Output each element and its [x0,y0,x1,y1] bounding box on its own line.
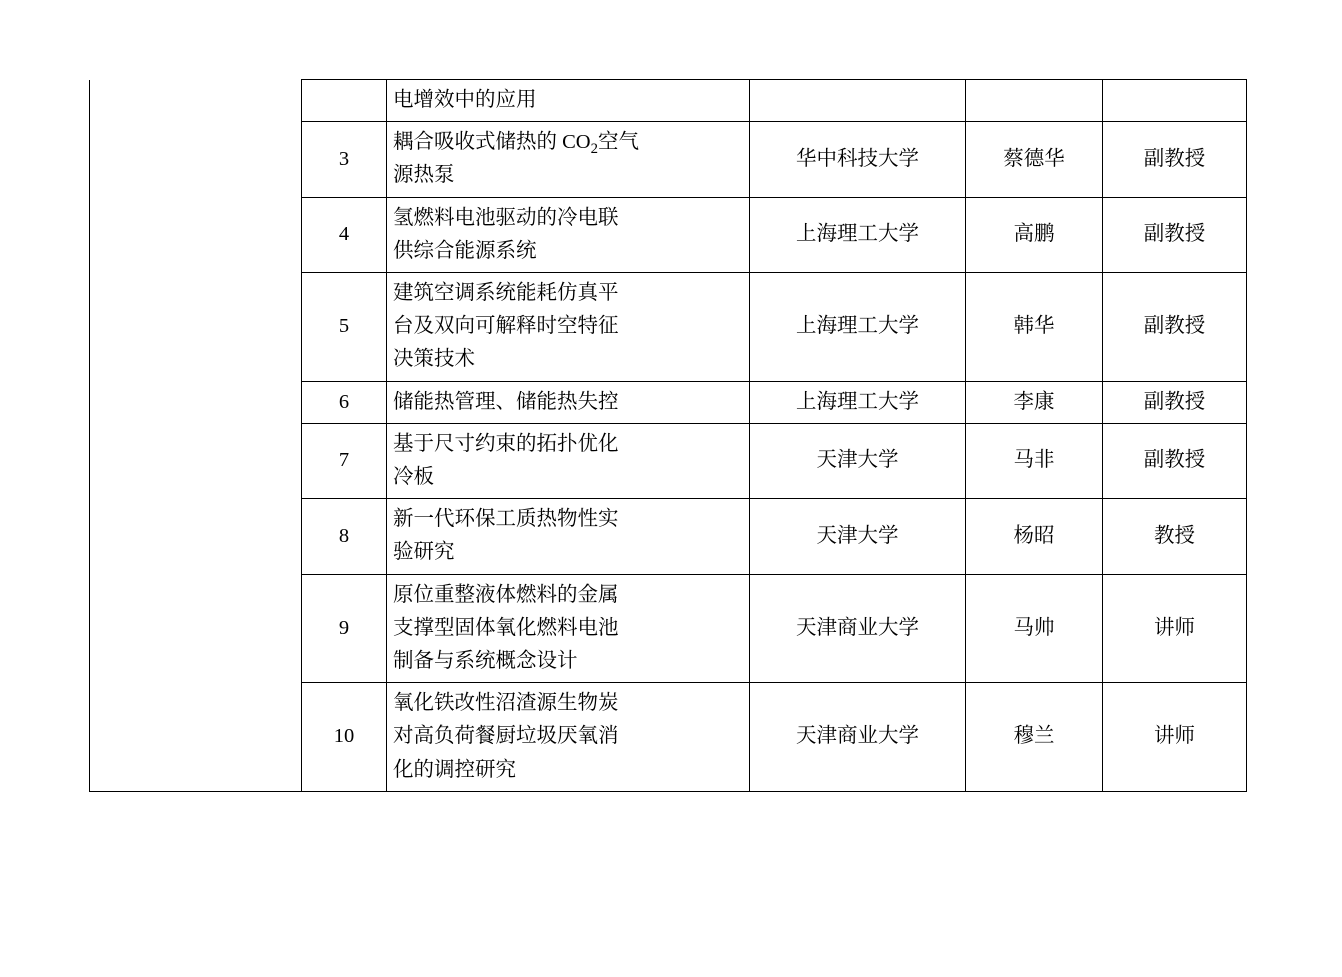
title-line: 氧化铁改性沼渣源生物炭 [393,692,619,715]
title-line: 耦合吸收式储热的 $CO_2$空气 [393,131,639,158]
table-cell-rank: 副教授 [1103,122,1247,197]
title-line: 支撑型固体氧化燃料电池 [393,616,619,639]
title-line: 电增效中的应用 [393,89,537,111]
table-cell-name: 杨昭 [966,499,1103,574]
table-cell-org: 天津大学 [750,423,966,498]
table-cell-org: 上海理工大学 [750,197,966,272]
title-line: 验研究 [393,541,455,564]
table-cell-org: 上海理工大学 [750,273,966,382]
table-cell-rank: 教授 [1103,499,1247,574]
table-cell-rank: 副教授 [1103,423,1247,498]
table-cell-rank: 讲师 [1103,683,1247,792]
table-cell-name: 马非 [966,423,1103,498]
title-line: 决策技术 [393,348,475,371]
title-line: 对高负荷餐厨垃圾厌氧消 [393,725,619,748]
table-cell-number: 5 [302,273,387,382]
title-line: 氢燃料电池驱动的冷电联 [393,206,619,229]
table-cell-org: 华中科技大学 [750,122,966,197]
table-cell-number: 9 [302,574,387,683]
title-line: 储能热管理、储能热失控 [393,390,619,413]
projects-table [89,79,1247,792]
table-cell-org: 天津商业大学 [750,574,966,683]
table-cell-name: 韩华 [966,273,1103,382]
table-cell-rank [1103,80,1247,122]
table-cell-rank: 副教授 [1103,197,1247,272]
table-cell-category [90,80,302,792]
table-cell-title [387,80,750,122]
table-cell-rank: 副教授 [1103,381,1247,423]
table-row [90,80,1247,122]
table-cell-title [387,197,750,272]
table-cell-number: 10 [302,683,387,792]
title-line: 冷板 [393,466,434,489]
table-cell-title [387,423,750,498]
table-cell-org: 天津大学 [750,499,966,574]
table-cell-org: 天津商业大学 [750,683,966,792]
table-cell-rank: 讲师 [1103,574,1247,683]
table-cell-name: 高鹏 [966,197,1103,272]
title-line: 化的调控研究 [393,758,516,781]
table-cell-number: 8 [302,499,387,574]
title-line: 供综合能源系统 [393,239,537,262]
table-cell-number: 6 [302,381,387,423]
table-cell-title [387,683,750,792]
table-cell-number [302,80,387,122]
title-line: 台及双向可解释时空特征 [393,315,619,338]
title-line: 建筑空调系统能耗仿真平 [393,282,619,305]
table-cell-title [387,273,750,382]
title-line: 新一代环保工质热物性实 [393,508,619,531]
title-line: 基于尺寸约束的拓扑优化 [393,432,619,455]
title-line: 原位重整液体燃料的金属 [393,583,619,606]
table-cell-title [387,499,750,574]
table-cell-title [387,574,750,683]
table-cell-name: 穆兰 [966,683,1103,792]
table-cell-name: 马帅 [966,574,1103,683]
table-cell-name: 蔡德华 [966,122,1103,197]
table-cell-title [387,381,750,423]
table-cell-rank: 副教授 [1103,273,1247,382]
table-cell-name: 李康 [966,381,1103,423]
table-cell-title [387,122,750,197]
table-cell-name [966,80,1103,122]
table-cell-number: 4 [302,197,387,272]
table-cell-number: 7 [302,423,387,498]
table-cell-org [750,80,966,122]
table-cell-number: 3 [302,122,387,197]
table-cell-org: 上海理工大学 [750,381,966,423]
title-line: 源热泵 [393,164,455,187]
title-line: 制备与系统概念设计 [393,650,578,673]
